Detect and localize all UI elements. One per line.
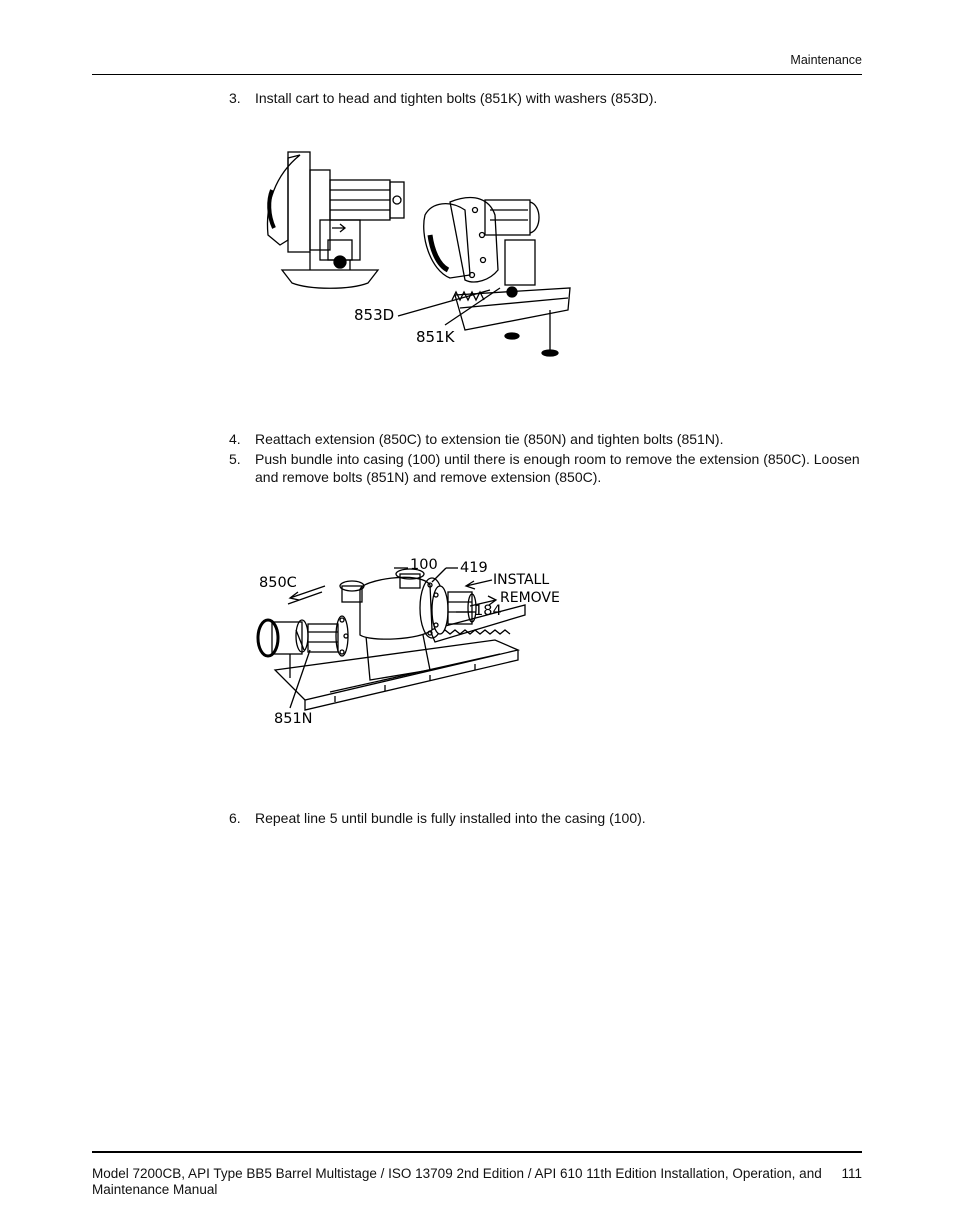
callout-853d: 853D	[354, 306, 395, 324]
callout-419: 419	[460, 560, 488, 576]
step-number: 5.	[229, 451, 241, 467]
step-text: Install cart to head and tighten bolts (851K) with washers (853D).	[255, 90, 658, 106]
figure-bundle-install	[250, 550, 580, 735]
step-5	[229, 450, 865, 486]
callout-851n: 851N	[274, 711, 313, 727]
callout-851k: 851K	[416, 328, 455, 346]
header-divider	[92, 74, 862, 75]
callout-100: 100	[410, 557, 438, 573]
page-number: 111	[841, 1166, 862, 1181]
step-text: Repeat line 5 until bundle is fully installed into the casing (100).	[255, 810, 646, 826]
step-text: Reattach extension (850C) to extension tie (850N) and tighten bolts (851N).	[255, 431, 724, 447]
label-remove: REMOVE	[500, 590, 560, 606]
step-number: 6.	[229, 810, 241, 826]
step-number: 3.	[229, 90, 241, 106]
step-4	[229, 430, 865, 448]
header-section-title: Maintenance	[790, 53, 862, 67]
step-3	[229, 89, 865, 107]
footer-manual-title: Model 7200CB, API Type BB5 Barrel Multistage / ISO 13709 2nd Edition / API 610 11th Edition Installation, Operation, and Maintenance Manual	[92, 1166, 822, 1197]
callout-184: 184	[474, 603, 502, 619]
step-number: 4.	[229, 431, 241, 447]
footer-divider	[92, 1151, 862, 1153]
label-install: INSTALL	[493, 572, 550, 588]
figure-cart-install	[250, 140, 590, 370]
step-6	[229, 809, 865, 827]
callout-850c: 850C	[259, 575, 297, 591]
step-text: Push bundle into casing (100) until there is enough room to remove the extension (850C). Loosen and remove bolts (851N) and remove extension (850C).	[255, 451, 860, 485]
